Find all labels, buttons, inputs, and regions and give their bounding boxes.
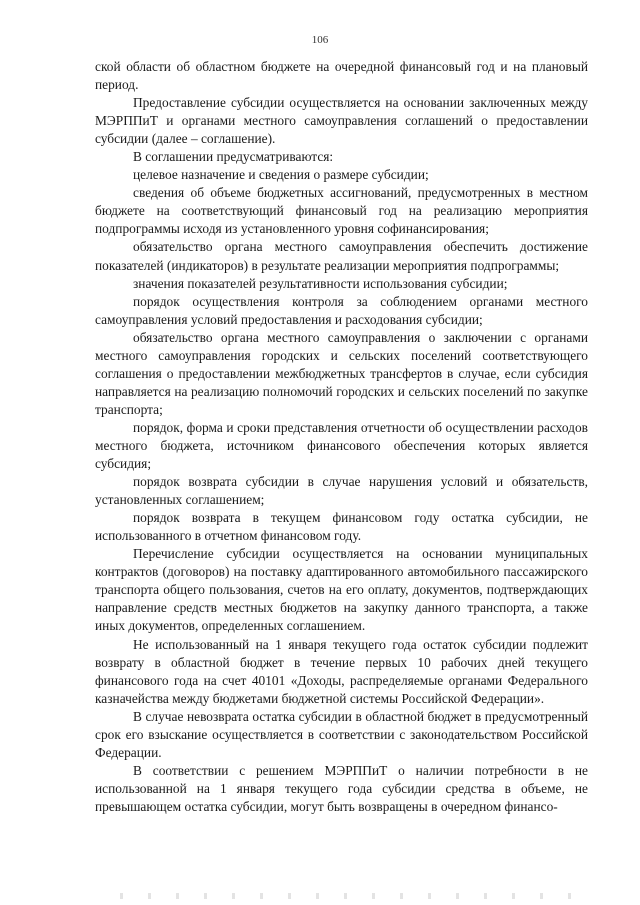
list-item: порядок возврата в текущем финансовом году остатка субсидии, не использованного в отчетном финансовом году. <box>95 510 588 544</box>
paragraph: В соответствии с решением МЭРППиТ о наличии потребности в не использованной на 1 января текущего года субсидии средства в объеме, не превышающем остатка субсидии, могут быть возвращены в очередном финансо- <box>95 762 588 814</box>
list-item: целевое назначение и сведения о размере субсидии; <box>133 167 429 183</box>
paragraph: Перечисление субсидии осуществляется на основании муниципальных контрактов (договоров) на поставку адаптированного автомобильного пассажирского транспорта общего пользования, счетов на его оплату, документов, подтверждающих направление средств местных бюджетов на закупку данного транспорта, а также иных документов, определенных соглашением. <box>95 546 588 634</box>
list-item: порядок возврата субсидии в случае нарушения условий и обязательств, установленных соглашением; <box>95 474 588 508</box>
list-item: обязательство органа местного самоуправления обеспечить достижение показателей (индикаторов) в результате реализации мероприятия подпрограммы; <box>95 239 588 273</box>
scan-artifact <box>120 893 590 899</box>
paragraph: В случае невозврата остатка субсидии в областной бюджет в предусмотренный срок его взыскание осуществляется в соответствии с законодательством Российской Федерации. <box>95 708 588 760</box>
list-item: порядок осуществления контроля за соблюдением органами местного самоуправления условий предоставления и расходования субсидии; <box>95 293 588 327</box>
list-item: значения показателей результативности использования субсидии; <box>133 275 508 291</box>
list-item: обязательство органа местного самоуправления о заключении с органами местного самоуправления городских и сельских поселений соответствующего соглашения о предоставлении межбюджетных трансфертов в случае, если субсидия направляется на реализацию полномочий городских и сельских поселений по закупке транспорта; <box>95 329 588 417</box>
paragraph: Не использованный на 1 января текущего года остаток субсидии подлежит возврату в областной бюджет в течение первых 10 рабочих дней текущего финансового года на счет 40101 «Доходы, распределяемые органами Федерального казначейства между бюджетами бюджетной системы Российской Федерации». <box>95 636 588 706</box>
page-number: 106 <box>311 34 329 46</box>
list-item: порядок, форма и сроки представления отчетности об осуществлении расходов местного бюджета, источником финансового обеспечения которых является субсидия; <box>95 419 588 472</box>
document-body <box>95 58 588 816</box>
list-item: сведения об объеме бюджетных ассигнований, предусмотренных в местном бюджете на соответствующий финансовый год на реализацию мероприятия подпрограммы исходя из установленного уровня софинансирования; <box>95 185 588 237</box>
paragraph: Предоставление субсидии осуществляется на основании заключенных между МЭРППиТ и органами местного самоуправления соглашений о предоставлении субсидии (далее – соглашение). <box>95 95 588 147</box>
paragraph: ской области об областном бюджете на очередной финансовый год и на плановый период. <box>95 59 588 93</box>
paragraph: В соглашении предусматриваются: <box>133 149 334 165</box>
